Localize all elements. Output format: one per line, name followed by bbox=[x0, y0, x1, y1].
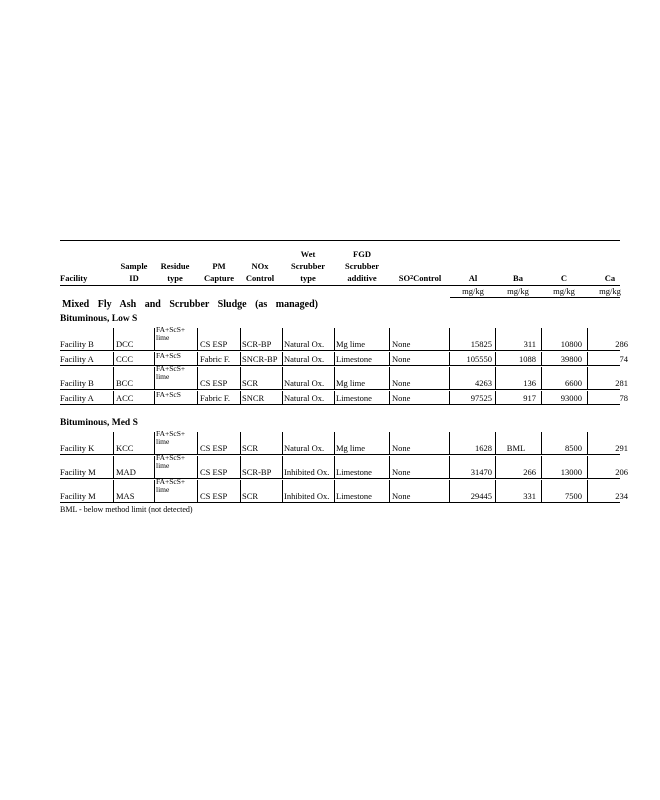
column-rule bbox=[197, 480, 198, 502]
cell-al: 15825 bbox=[470, 339, 492, 349]
cell-al: 105550 bbox=[466, 354, 492, 364]
column-rule bbox=[154, 391, 155, 404]
cell-c: 39800 bbox=[560, 354, 582, 364]
cell-facility: Facility B bbox=[60, 339, 94, 349]
header-pm-capture: PM Capture bbox=[203, 261, 235, 283]
cell-c: 6600 bbox=[565, 378, 582, 388]
column-rule bbox=[154, 432, 155, 454]
cell-ba: 266 bbox=[523, 467, 536, 477]
column-rule bbox=[334, 352, 335, 365]
footnote: BML - below method limit (not detected) bbox=[60, 505, 193, 514]
column-rule bbox=[197, 391, 198, 404]
cell-so2-control: None bbox=[392, 393, 411, 403]
column-rule bbox=[282, 391, 283, 404]
column-rule bbox=[154, 328, 155, 350]
cell-ca: 78 bbox=[619, 393, 628, 403]
cell-facility: Facility A bbox=[60, 354, 94, 364]
row-rule bbox=[60, 350, 620, 351]
column-rule bbox=[282, 432, 283, 454]
cell-pm-capture: Fabric F. bbox=[200, 354, 231, 364]
cell-fgd-additive: Mg lime bbox=[336, 378, 366, 388]
header-al: Al bbox=[468, 273, 478, 283]
cell-facility: Facility M bbox=[60, 467, 96, 477]
column-rule bbox=[334, 432, 335, 454]
column-rule bbox=[282, 328, 283, 350]
cell-nox-control: SCR bbox=[242, 491, 259, 501]
cell-residue-type: FA+ScS bbox=[156, 351, 181, 360]
cell-fgd-additive: Limestone bbox=[336, 467, 372, 477]
cell-sample-id: DCC bbox=[116, 339, 134, 349]
column-rule bbox=[154, 480, 155, 502]
cell-residue-type: FA+ScS+ lime bbox=[156, 453, 186, 470]
cell-so2-control: None bbox=[392, 339, 411, 349]
cell-wet-scrubber: Inhibited Ox. bbox=[284, 467, 330, 477]
cell-ba: 917 bbox=[523, 393, 536, 403]
column-rule bbox=[197, 352, 198, 365]
cell-facility: Facility M bbox=[60, 491, 96, 501]
column-rule bbox=[282, 456, 283, 478]
cell-sample-id: ACC bbox=[116, 393, 134, 403]
cell-facility: Facility B bbox=[60, 378, 94, 388]
cell-al: 31470 bbox=[470, 467, 492, 477]
column-rule bbox=[240, 367, 241, 389]
cell-al: 29445 bbox=[470, 491, 492, 501]
column-rule bbox=[389, 328, 390, 350]
cell-sample-id: BCC bbox=[116, 378, 134, 388]
cell-so2-control: None bbox=[392, 491, 411, 501]
cell-facility: Facility A bbox=[60, 393, 94, 403]
header-ca: Ca bbox=[604, 273, 616, 283]
cell-c: 13000 bbox=[560, 467, 582, 477]
unit-ca: mg/kg bbox=[599, 286, 621, 296]
so2-label: SO bbox=[398, 273, 411, 283]
cell-residue-type: FA+ScS+ lime bbox=[156, 325, 186, 342]
cell-nox-control: SNCR bbox=[242, 393, 265, 403]
cell-nox-control: SCR-BP bbox=[242, 339, 272, 349]
cell-so2-control: None bbox=[392, 443, 411, 453]
table-row bbox=[60, 453, 628, 478]
column-rule bbox=[389, 367, 390, 389]
cell-pm-capture: CS ESP bbox=[200, 339, 228, 349]
cell-facility: Facility K bbox=[60, 443, 95, 453]
cell-residue-type: FA+ScS+ lime bbox=[156, 364, 186, 381]
cell-residue-type: FA+ScS bbox=[156, 390, 181, 399]
row-rule bbox=[60, 389, 620, 390]
cell-ba: 311 bbox=[523, 339, 536, 349]
row-rule bbox=[60, 404, 620, 405]
column-rule bbox=[240, 328, 241, 350]
cell-ca: 206 bbox=[615, 467, 628, 477]
cell-al: 1628 bbox=[475, 443, 492, 453]
so2-subscript: 2 bbox=[410, 275, 414, 281]
unit-c: mg/kg bbox=[553, 286, 575, 296]
header-nox-control: NOx Control bbox=[245, 261, 275, 283]
cell-pm-capture: Fabric F. bbox=[200, 393, 231, 403]
cell-fgd-additive: Mg lime bbox=[336, 443, 366, 453]
column-rule bbox=[240, 456, 241, 478]
column-rule bbox=[113, 456, 114, 478]
cell-so2-control: None bbox=[392, 354, 411, 364]
cell-ba: BML bbox=[506, 443, 526, 453]
row-rule bbox=[60, 365, 620, 366]
section-title: Mixed Fly Ash and Scrubber Sludge (as managed) bbox=[62, 299, 319, 310]
column-rule bbox=[197, 367, 198, 389]
column-rule bbox=[240, 480, 241, 502]
header-facility: Facility bbox=[60, 273, 88, 283]
column-rule bbox=[389, 352, 390, 365]
cell-sample-id: KCC bbox=[116, 443, 134, 453]
so2-label-tail: Control bbox=[413, 273, 442, 283]
cell-fgd-additive: Mg lime bbox=[336, 339, 366, 349]
table-row bbox=[60, 325, 628, 350]
header-residue-type: Residue type bbox=[160, 261, 190, 283]
column-rule bbox=[240, 432, 241, 454]
group-label-low-s: Bituminous, Low S bbox=[60, 314, 138, 324]
column-rule bbox=[154, 456, 155, 478]
column-rule bbox=[389, 391, 390, 404]
column-rule bbox=[240, 391, 241, 404]
column-rule bbox=[282, 367, 283, 389]
column-rule bbox=[197, 432, 198, 454]
column-rule bbox=[113, 432, 114, 454]
table-row bbox=[60, 429, 628, 454]
column-rule bbox=[282, 480, 283, 502]
group-label-med-s: Bituminous, Med S bbox=[60, 418, 138, 428]
cell-wet-scrubber: Natural Ox. bbox=[284, 354, 325, 364]
header-so2-control bbox=[392, 240, 448, 284]
row-rule bbox=[60, 502, 620, 503]
cell-c: 10800 bbox=[560, 339, 582, 349]
header-fgd-additive: FGD Scrubber additive bbox=[345, 249, 379, 283]
header-sample-id: Sample ID bbox=[120, 261, 148, 283]
cell-wet-scrubber: Natural Ox. bbox=[284, 378, 325, 388]
cell-residue-type: FA+ScS+ lime bbox=[156, 429, 186, 446]
cell-al: 97525 bbox=[470, 393, 492, 403]
header-c: C bbox=[560, 273, 568, 283]
cell-nox-control: SCR bbox=[242, 378, 259, 388]
cell-sample-id: CCC bbox=[116, 354, 134, 364]
cell-wet-scrubber: Natural Ox. bbox=[284, 339, 325, 349]
column-rule bbox=[113, 352, 114, 365]
column-rule bbox=[389, 432, 390, 454]
header-ba: Ba bbox=[513, 273, 523, 283]
cell-ca: 291 bbox=[615, 443, 628, 453]
column-rule bbox=[197, 328, 198, 350]
cell-ca: 281 bbox=[615, 378, 628, 388]
cell-sample-id: MAD bbox=[116, 467, 136, 477]
cell-fgd-additive: Limestone bbox=[336, 393, 372, 403]
cell-c: 7500 bbox=[565, 491, 582, 501]
cell-ba: 1088 bbox=[519, 354, 536, 364]
column-rule bbox=[154, 367, 155, 389]
cell-sample-id: MAS bbox=[116, 491, 135, 501]
cell-pm-capture: CS ESP bbox=[200, 443, 228, 453]
column-rule bbox=[389, 456, 390, 478]
cell-wet-scrubber: Natural Ox. bbox=[284, 393, 325, 403]
table-row bbox=[60, 390, 628, 404]
column-rule bbox=[334, 367, 335, 389]
header-wet-scrubber: Wet Scrubber type bbox=[291, 249, 325, 283]
column-rule bbox=[334, 456, 335, 478]
column-rule bbox=[334, 328, 335, 350]
cell-nox-control: SCR bbox=[242, 443, 259, 453]
cell-wet-scrubber: Natural Ox. bbox=[284, 443, 325, 453]
cell-fgd-additive: Limestone bbox=[336, 491, 372, 501]
column-rule bbox=[197, 456, 198, 478]
row-rule bbox=[60, 454, 620, 455]
table-row bbox=[60, 477, 628, 502]
column-rule bbox=[282, 352, 283, 365]
cell-pm-capture: CS ESP bbox=[200, 467, 228, 477]
cell-ca: 234 bbox=[615, 491, 628, 501]
cell-ca: 286 bbox=[615, 339, 628, 349]
column-rule bbox=[154, 352, 155, 365]
cell-c: 8500 bbox=[565, 443, 582, 453]
column-rule bbox=[334, 480, 335, 502]
cell-nox-control: SNCR-BP bbox=[242, 354, 278, 364]
column-rule bbox=[113, 328, 114, 350]
column-rule bbox=[240, 352, 241, 365]
cell-ca: 74 bbox=[619, 354, 628, 364]
units-rule bbox=[450, 297, 620, 298]
cell-so2-control: None bbox=[392, 467, 411, 477]
cell-al: 4263 bbox=[475, 378, 492, 388]
column-rule bbox=[113, 391, 114, 404]
cell-c: 93000 bbox=[560, 393, 582, 403]
cell-ba: 331 bbox=[523, 491, 536, 501]
column-rule bbox=[113, 480, 114, 502]
unit-ba: mg/kg bbox=[507, 286, 529, 296]
cell-so2-control: None bbox=[392, 378, 411, 388]
cell-ba: 136 bbox=[523, 378, 536, 388]
cell-fgd-additive: Limestone bbox=[336, 354, 372, 364]
column-rule bbox=[113, 367, 114, 389]
cell-pm-capture: CS ESP bbox=[200, 378, 228, 388]
cell-residue-type: FA+ScS+ lime bbox=[156, 477, 186, 494]
cell-nox-control: SCR-BP bbox=[242, 467, 272, 477]
cell-wet-scrubber: Inhibited Ox. bbox=[284, 491, 330, 501]
row-rule bbox=[60, 478, 620, 479]
unit-al: mg/kg bbox=[462, 286, 484, 296]
cell-pm-capture: CS ESP bbox=[200, 491, 228, 501]
table-row bbox=[60, 364, 628, 389]
table-row bbox=[60, 351, 628, 365]
column-rule bbox=[389, 480, 390, 502]
column-rule bbox=[334, 391, 335, 404]
